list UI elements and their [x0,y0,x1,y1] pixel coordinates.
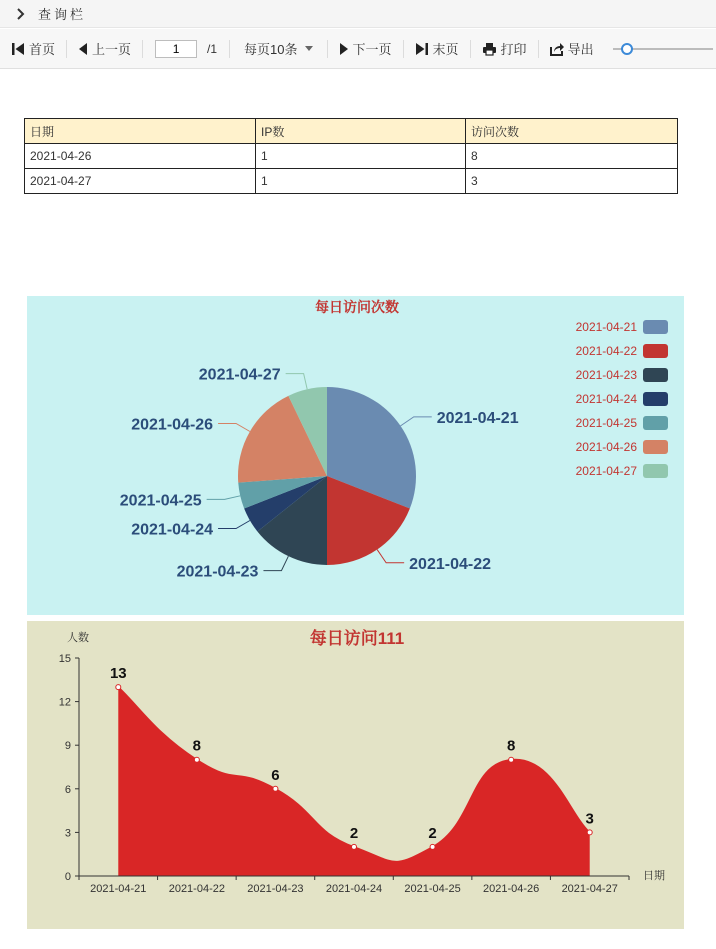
per-page-select[interactable] [230,39,326,58]
pie-chart-title: 每日访问次数 [315,299,399,315]
table-header-cell: 访问次数 [466,119,678,144]
legend-item-swatch[interactable] [643,416,668,430]
zoom-slider-handle[interactable] [621,43,633,55]
table-cell: 2021-04-26 [25,144,256,169]
table-header-row [25,119,678,144]
area-data-label: 2 [428,824,437,842]
legend-item-label[interactable]: 2021-04-25 [575,416,637,430]
table-cell: 1 [256,169,466,194]
pie-label-line [377,550,404,563]
chevron-right-icon[interactable] [14,7,28,21]
data-table [24,118,678,194]
legend-item-label[interactable]: 2021-04-27 [575,464,637,478]
pie-chart-panel [27,296,684,615]
y-axis-tick-label: 12 [58,696,71,709]
prev-page-label: 上一页 [92,42,132,57]
pie-label-line [218,424,250,432]
area-data-label: 8 [506,737,516,755]
area-data-label: 6 [271,766,280,784]
area-data-point[interactable] [194,757,199,762]
caret-down-icon [305,46,313,51]
export-button[interactable] [539,37,605,61]
pie-label-line [218,521,250,529]
export-icon [550,42,564,56]
x-axis-tick-label: 2021-04-27 [561,883,618,895]
x-axis-tick-label: 2021-04-24 [325,883,383,895]
pie-slice-label: 2021-04-25 [119,492,202,510]
pie-label-line [401,417,432,426]
legend-item-label[interactable]: 2021-04-21 [575,320,637,334]
area-data-point[interactable] [587,830,592,835]
last-page-label: 末页 [432,42,459,57]
next-page-icon [339,42,349,56]
pie-chart [27,296,684,615]
table-cell: 1 [256,144,466,169]
table-cell: 8 [466,144,678,169]
area-data-point[interactable] [116,685,121,690]
legend-item-swatch[interactable] [643,344,668,358]
table-cell: 2021-04-27 [25,169,256,194]
table-header-cell: IP数 [256,119,466,144]
area-data-label: 3 [585,810,594,828]
per-page-label: 每页10条 [244,42,298,57]
legend-item-swatch[interactable] [643,368,668,382]
next-page-label: 下一页 [352,42,392,57]
legend-item-label[interactable]: 2021-04-23 [575,368,637,382]
area-chart-panel [27,621,684,929]
legend-item-label[interactable]: 2021-04-22 [575,344,637,358]
pie-label-line [263,556,288,570]
y-axis-label: 人数 [67,632,89,644]
next-page-button[interactable] [328,37,403,61]
table-header-cell: 日期 [25,119,256,144]
area-data-label: 8 [192,737,202,755]
first-page-button[interactable] [0,37,66,61]
last-page-icon [415,42,429,56]
legend-item-swatch[interactable] [643,320,668,334]
y-axis-tick-label: 3 [64,827,71,840]
pie-slice-label: 2021-04-23 [176,563,259,581]
pie-slice-label: 2021-04-26 [131,416,214,434]
area-data-label: 2 [349,824,359,842]
legend-item-label[interactable]: 2021-04-26 [575,440,637,454]
x-axis-label: 日期 [643,870,665,882]
pie-slice-label: 2021-04-22 [409,555,491,573]
legend-item-label[interactable]: 2021-04-24 [575,392,637,406]
pie-slice-label: 2021-04-24 [131,521,214,539]
x-axis-tick-label: 2021-04-23 [247,883,304,895]
query-bar[interactable] [0,0,716,28]
y-axis-tick-label: 15 [58,653,71,665]
prev-page-button[interactable] [67,37,142,61]
area-data-point[interactable] [430,844,435,849]
table-row [25,144,678,169]
table-cell: 3 [466,169,678,194]
y-axis-tick-label: 0 [64,871,71,883]
report-toolbar [0,29,716,69]
area-chart-title: 每日访问111 [309,629,405,648]
pie-label-line [286,374,308,390]
export-label: 导出 [567,42,594,57]
area-data-point[interactable] [273,786,278,791]
legend-item-swatch[interactable] [643,464,668,478]
y-axis-tick-label: 9 [64,740,71,753]
first-page-icon [11,42,25,56]
area-data-label: 13 [109,665,127,683]
area-data-point[interactable] [509,757,514,762]
pie-slice-label: 2021-04-27 [198,366,281,384]
table-row [25,169,678,194]
pie-slice-label: 2021-04-21 [436,409,519,427]
prev-page-icon [78,42,88,56]
area-chart [27,621,684,929]
print-label: 打印 [500,42,527,57]
printer-icon [482,42,497,56]
area-data-point[interactable] [352,844,357,849]
y-axis-tick-label: 6 [64,783,71,796]
x-axis-tick-label: 2021-04-22 [168,883,225,895]
legend-item-swatch[interactable] [643,440,668,454]
legend-item-swatch[interactable] [643,392,668,406]
page-number-input[interactable] [155,40,197,58]
x-axis-tick-label: 2021-04-21 [90,883,147,895]
page-total: /1 [207,41,218,56]
query-bar-title: 查询栏 [38,7,87,22]
toolbar-divider [142,40,143,58]
print-button[interactable] [471,37,538,61]
first-page-label: 首页 [29,42,56,57]
last-page-button[interactable] [404,37,470,61]
x-axis-tick-label: 2021-04-26 [483,883,540,895]
zoom-slider[interactable] [613,42,713,56]
pie-label-line [207,496,241,500]
x-axis-tick-label: 2021-04-25 [404,883,461,895]
